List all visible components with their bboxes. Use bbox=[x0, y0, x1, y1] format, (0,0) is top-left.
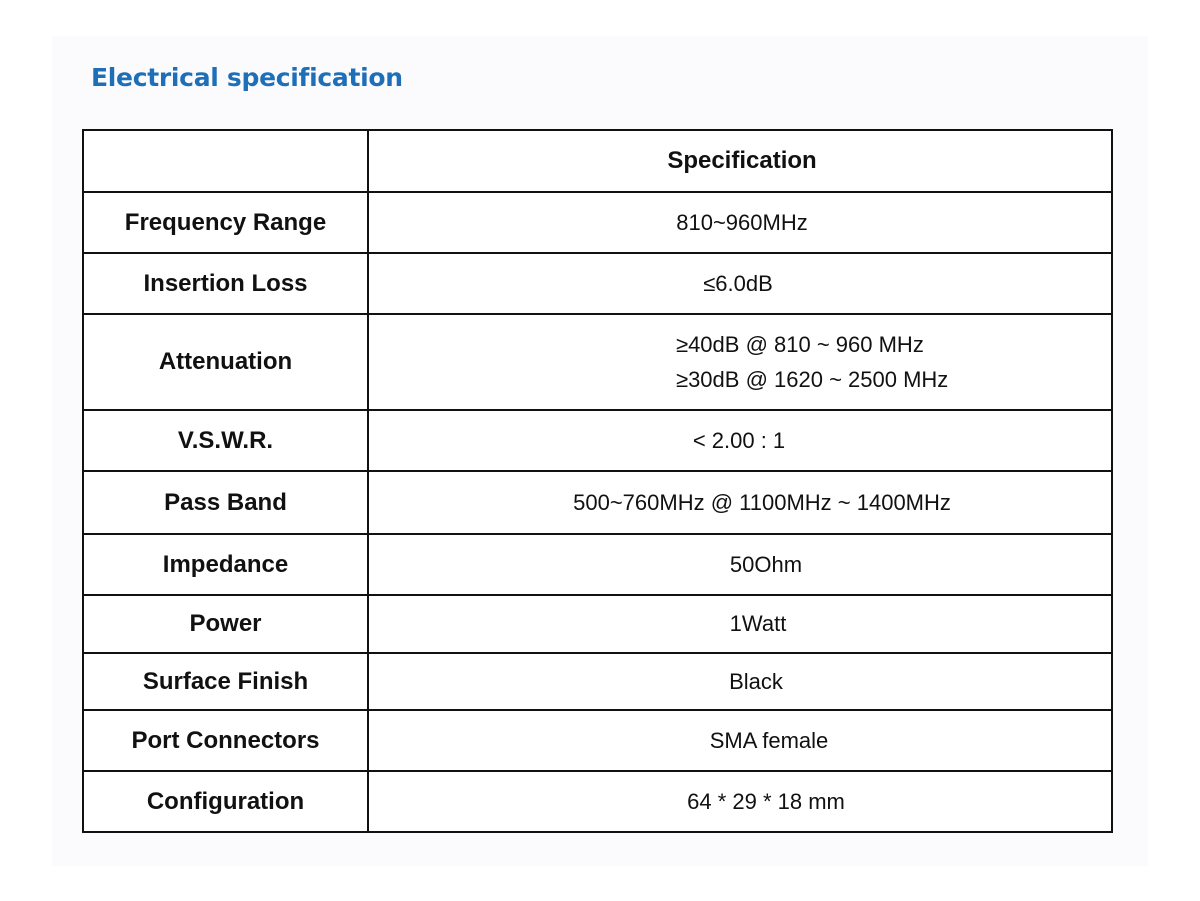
table-row bbox=[83, 534, 1112, 595]
row-value-vswr bbox=[368, 410, 1112, 471]
row-label-attenuation: Attenuation bbox=[83, 314, 368, 410]
table-header-row bbox=[83, 130, 1112, 192]
value-text: 64 * 29 * 18 mm bbox=[687, 788, 845, 814]
table-row bbox=[83, 653, 1112, 710]
row-label-port-connectors: Port Connectors bbox=[83, 710, 368, 771]
row-value-frequency-range bbox=[368, 192, 1112, 253]
table-row bbox=[83, 471, 1112, 534]
row-label-insertion-loss: Insertion Loss bbox=[83, 253, 368, 314]
row-label-surface-finish: Surface Finish bbox=[83, 653, 368, 710]
value-text: SMA female bbox=[709, 727, 829, 753]
row-value-insertion-loss bbox=[368, 253, 1112, 314]
table-row bbox=[83, 410, 1112, 471]
table-row bbox=[83, 314, 1112, 410]
spec-table bbox=[82, 129, 1113, 833]
value-text: 810~960MHz bbox=[676, 209, 808, 235]
row-label-configuration: Configuration bbox=[83, 771, 368, 832]
table-row bbox=[83, 192, 1112, 253]
header-label-cell bbox=[83, 130, 368, 192]
header-specification-text: Specification bbox=[667, 147, 817, 174]
value-text: 500~760MHz @ 1100MHz ~ 1400MHz bbox=[573, 489, 951, 515]
table-row bbox=[83, 710, 1112, 771]
row-value-attenuation bbox=[368, 314, 1112, 410]
row-label-power: Power bbox=[83, 595, 368, 653]
row-label-vswr: V.S.W.R. bbox=[83, 410, 368, 471]
value-text: 50Ohm bbox=[729, 551, 803, 577]
table-row bbox=[83, 595, 1112, 653]
table-row bbox=[83, 253, 1112, 314]
row-value-configuration bbox=[368, 771, 1112, 832]
section-title: Electrical specification bbox=[91, 63, 403, 92]
value-text: Black bbox=[729, 668, 783, 694]
value-line: ≥40dB @ 810 ~ 960 MHz bbox=[676, 332, 924, 357]
row-label-frequency-range: Frequency Range bbox=[83, 192, 368, 253]
value-text: < 2.00 : 1 bbox=[692, 427, 786, 453]
header-specification-cell bbox=[368, 130, 1112, 192]
value-line: ≥30dB @ 1620 ~ 2500 MHz bbox=[676, 367, 949, 392]
row-label-pass-band: Pass Band bbox=[83, 471, 368, 534]
row-value-power bbox=[368, 595, 1112, 653]
row-value-pass-band bbox=[368, 471, 1112, 534]
value-text: 1Watt bbox=[729, 611, 787, 636]
row-value-surface-finish bbox=[368, 653, 1112, 710]
value-text: ≤6.0dB bbox=[703, 270, 773, 296]
row-value-port-connectors bbox=[368, 710, 1112, 771]
table-row bbox=[83, 771, 1112, 832]
row-label-impedance: Impedance bbox=[83, 534, 368, 595]
row-value-impedance bbox=[368, 534, 1112, 595]
